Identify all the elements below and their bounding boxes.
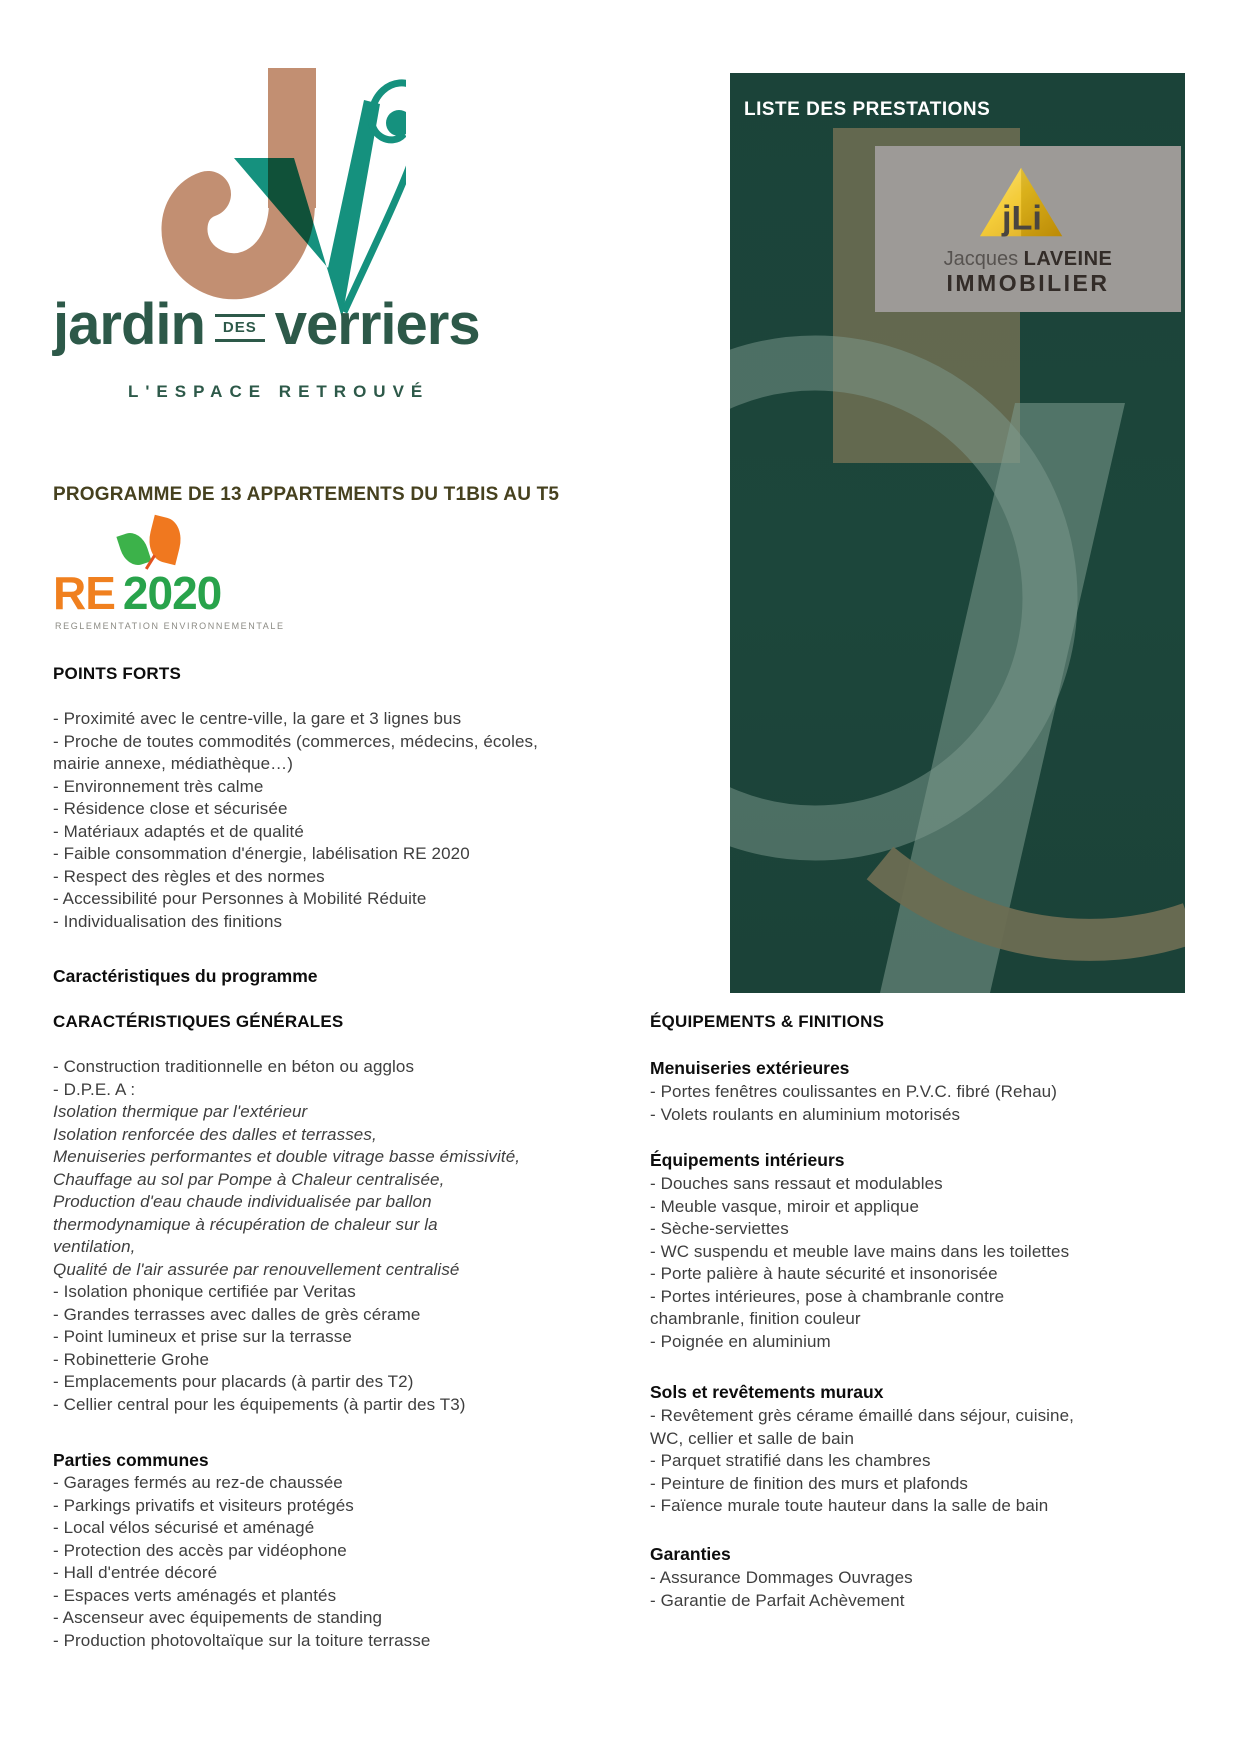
list-item: - Garantie de Parfait Achèvement — [650, 1590, 905, 1610]
list-item: - Peinture de finition des murs et plafonds — [650, 1473, 969, 1493]
parties-communes-list — [53, 1472, 633, 1652]
re2020-leaves-icon — [119, 518, 189, 570]
list-item: thermodynamique à récupération de chaleur sur la — [53, 1214, 438, 1234]
re2020-text — [53, 567, 222, 619]
agency-pyramid-icon — [978, 166, 1064, 238]
green-leaf-icon — [116, 529, 151, 569]
list-item: WC, cellier et salle de bain — [650, 1428, 855, 1448]
list-item: Production d'eau chaude individualisée par ballon — [53, 1192, 432, 1211]
list-item: Isolation thermique par l'extérieur — [53, 1102, 308, 1121]
brand-name-first: jardin — [53, 292, 205, 357]
list-item: - Cellier central pour les équipements (à partir des T3) — [53, 1394, 466, 1414]
list-item: - Portes intérieures, pose à chambranle contre — [650, 1286, 1005, 1306]
list-item: mairie annexe, médiathèque…) — [53, 754, 293, 773]
list-item: - Point lumineux et prise sur la terrasse — [53, 1327, 352, 1346]
prestations-panel-title: LISTE DES PRESTATIONS — [744, 99, 991, 120]
list-item: - Sèche-serviettes — [650, 1219, 789, 1238]
list-item: Chauffage au sol par Pompe à Chaleur centralisée, — [53, 1169, 445, 1189]
list-item: - Douches sans ressaut et modulables — [650, 1174, 943, 1193]
caracteristiques-generales-list — [53, 1056, 633, 1416]
brand-name-last: verriers — [274, 292, 480, 357]
caracteristiques-section-title: Caractéristiques du programme — [53, 966, 318, 986]
agency-logo-box — [875, 146, 1181, 312]
list-item: - Parkings privatifs et visiteurs protégés — [53, 1495, 354, 1515]
list-item: - Garages fermés au rez-de chaussée — [53, 1473, 343, 1492]
list-item: chambranle, finition couleur — [650, 1309, 861, 1328]
list-item: - Environnement très calme — [53, 776, 264, 796]
agency-line2: IMMOBILIER — [946, 270, 1110, 296]
re2020-year: 2020 — [122, 567, 222, 619]
list-item: - Local vélos sécurisé et aménagé — [53, 1518, 315, 1537]
list-item: - Portes fenêtres coulissantes en P.V.C. fibré (Rehau) — [650, 1082, 1057, 1101]
re2020-subtitle: REGLEMENTATION ENVIRONNEMENTALE — [55, 621, 285, 631]
re2020-logo — [53, 518, 283, 638]
list-item: - Volets roulants en aluminium motorisés — [650, 1104, 961, 1124]
list-item: - Poignée en aluminium — [650, 1331, 831, 1351]
list-item: - Proche de toutes commodités (commerces, médecins, écoles, — [53, 731, 538, 751]
agency-name-regular: Jacques — [943, 248, 1019, 270]
list-item: - Meuble vasque, miroir et applique — [650, 1196, 920, 1216]
caracteristiques-generales-title: CARACTÉRISTIQUES GÉNÉRALES — [53, 1012, 344, 1031]
list-item: - Emplacements pour placards (à partir des T2) — [53, 1372, 414, 1391]
list-item: - Grandes terrasses avec dalles de grès cérame — [53, 1304, 421, 1324]
list-item: - Parquet stratifié dans les chambres — [650, 1451, 931, 1470]
sols-revetements-title: Sols et revêtements muraux — [650, 1382, 884, 1402]
list-item: - WC suspendu et meuble lave mains dans les toilettes — [650, 1241, 1070, 1261]
list-item: - Robinetterie Grohe — [53, 1349, 210, 1369]
list-item: - Revêtement grès cérame émaillé dans séjour, cuisine, — [650, 1406, 1074, 1425]
list-item: - Ascenseur avec équipements de standing — [53, 1608, 383, 1627]
agency-monogram: jLi — [1001, 199, 1042, 238]
list-item: - Accessibilité pour Personnes à Mobilité Réduite — [53, 889, 427, 908]
list-item: - Isolation phonique certifiée par Veritas — [53, 1282, 356, 1301]
brand-tagline: L'ESPACE RETROUVÉ — [128, 382, 430, 401]
list-item: - Porte palière à haute sécurité et insonorisée — [650, 1264, 998, 1283]
list-item: - Production photovoltaïque sur la toiture terrasse — [53, 1630, 431, 1650]
list-item: - Résidence close et sécurisée — [53, 799, 288, 818]
list-item: Menuiseries performantes et double vitrage basse émissivité, — [53, 1147, 521, 1166]
list-item: - Respect des règles et des normes — [53, 866, 325, 886]
list-item: ventilation, — [53, 1237, 136, 1256]
menuiseries-exterieures-list — [650, 1081, 1120, 1126]
garanties-list — [650, 1567, 1120, 1612]
list-item: - Protection des accès par vidéophone — [53, 1540, 347, 1560]
list-item: - Faible consommation d'énergie, labélisation RE 2020 — [53, 844, 470, 863]
brand-name-des: DES — [215, 314, 265, 342]
equipements-interieurs-title: Équipements intérieurs — [650, 1150, 845, 1170]
list-item: - Individualisation des finitions — [53, 911, 283, 931]
list-item: - Matériaux adaptés et de qualité — [53, 821, 304, 841]
points-forts-title: POINTS FORTS — [53, 664, 182, 683]
list-item: Qualité de l'air assurée par renouvellement centralisé — [53, 1259, 460, 1279]
list-item: - Assurance Dommages Ouvrages — [650, 1568, 913, 1587]
points-forts-list — [53, 708, 633, 933]
re2020-prefix: RE — [53, 567, 115, 619]
sols-revetements-list — [650, 1405, 1120, 1518]
list-item: - Construction traditionnelle en béton ou agglos — [53, 1057, 415, 1076]
menuiseries-exterieures-title: Menuiseries extérieures — [650, 1058, 850, 1078]
list-item: Isolation renforcée des dalles et terrasses, — [53, 1124, 377, 1144]
list-item: - Faïence murale toute hauteur dans la salle de bain — [650, 1496, 1049, 1515]
brand-wordmark — [53, 292, 480, 357]
list-item: - Hall d'entrée décoré — [53, 1563, 218, 1582]
parties-communes-title: Parties communes — [53, 1450, 209, 1470]
equipements-interieurs-list — [650, 1173, 1120, 1353]
list-item: - Proximité avec le centre-ville, la gare et 3 lignes bus — [53, 709, 462, 728]
prestations-panel — [730, 73, 1185, 993]
list-item: - Espaces verts aménagés et plantés — [53, 1585, 337, 1605]
agency-name — [875, 248, 1181, 271]
program-title: PROGRAMME DE 13 APPARTEMENTS DU T1BIS AU T5 — [53, 484, 560, 505]
equipements-finitions-title: ÉQUIPEMENTS & FINITIONS — [650, 1012, 885, 1031]
agency-name-bold: LAVEINE — [1023, 248, 1113, 270]
garanties-title: Garanties — [650, 1544, 731, 1564]
list-item: - D.P.E. A : — [53, 1079, 136, 1099]
